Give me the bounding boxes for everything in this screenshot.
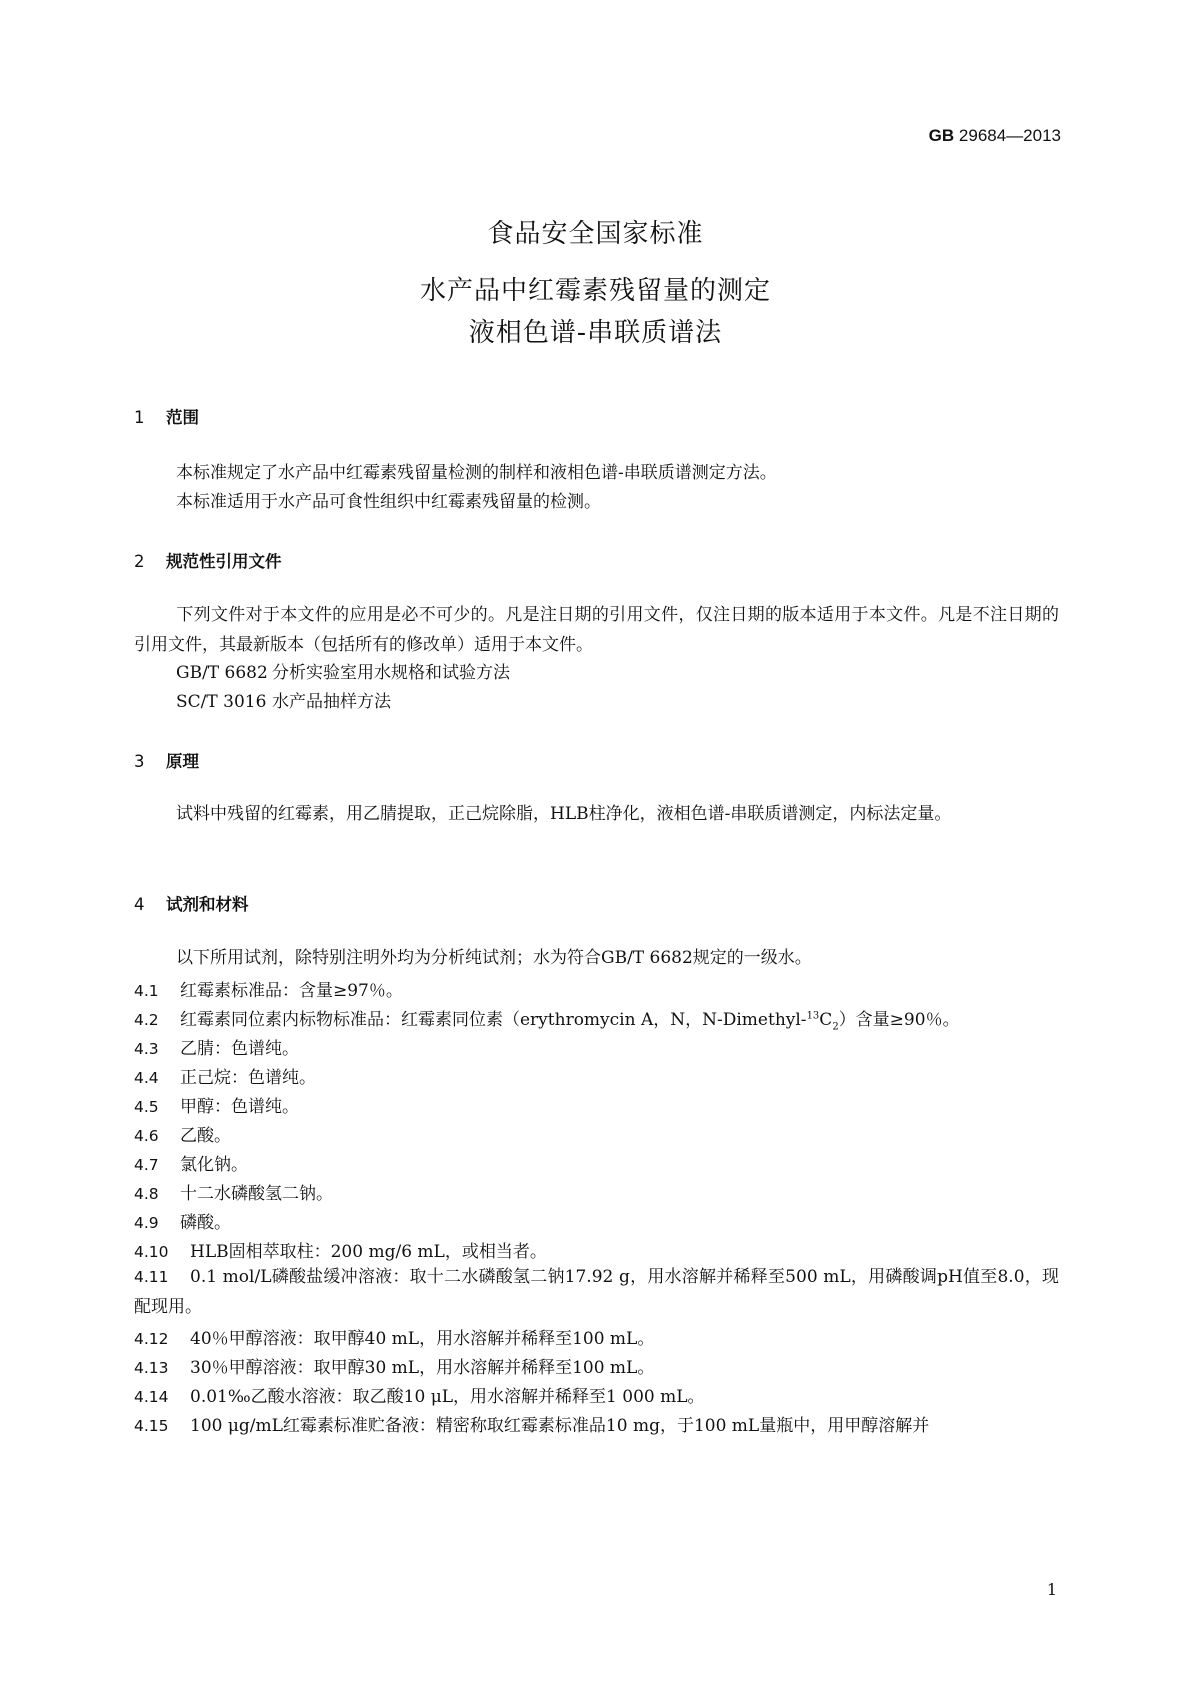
standard-number: 29684—2013 (958, 126, 1061, 145)
item-number: 4.9 (134, 1214, 159, 1232)
item-number: 4.13 (134, 1359, 169, 1377)
item-text: 红霉素同位素内标物标准品：红霉素同位素（erythromycin A，N，N-Dimethyl- (180, 1010, 807, 1030)
reagent-item (134, 1208, 231, 1233)
reference-title: 分析实验室用水规格和试验方法 (272, 663, 510, 683)
reference-item (176, 658, 510, 688)
item-number: 4.5 (134, 1098, 159, 1116)
reference-title: 水产品抽样方法 (272, 692, 391, 712)
reference-item (176, 687, 391, 717)
section-heading-reagents (134, 891, 249, 915)
section-heading-scope (134, 404, 199, 428)
isotope-subscript: 2 (832, 1021, 839, 1033)
section-title: 规范性引用文件 (166, 552, 282, 571)
item-number: 4.15 (134, 1417, 169, 1435)
item-text: 十二水磷酸氢二钠。 (180, 1184, 333, 1204)
principle-text: 试料中残留的红霉素，用乙腈提取，正己烷除脂，HLB柱净化，液相色谱-串联质谱测定，内标法定量。 (176, 804, 952, 824)
item-text: HLB固相萃取柱：200 mg/6 mL，或相当者。 (190, 1242, 547, 1262)
section-number: 2 (134, 552, 145, 571)
item-number: 4.2 (134, 1011, 159, 1029)
reagent-item (134, 1034, 299, 1059)
title-line-3: 液相色谱-串联质谱法 (468, 318, 723, 348)
reagent-item (134, 1063, 316, 1088)
standard-code (929, 126, 1061, 146)
item-number: 4.10 (134, 1243, 169, 1261)
reagent-item (134, 1262, 1059, 1322)
reagent-item (134, 1005, 960, 1032)
reagent-item (134, 1237, 547, 1262)
principle-paragraph (134, 799, 1059, 829)
item-text-end: ）含量≥90％。 (838, 1010, 960, 1030)
item-text: 正己烷：色谱纯。 (180, 1068, 316, 1088)
item-text: 氯化钠。 (180, 1155, 248, 1175)
section-heading-normative (134, 548, 282, 572)
item-text: 乙腈：色谱纯。 (180, 1039, 299, 1059)
normative-text: 下列文件对于本文件的应用是必不可少的。凡是注日期的引用文件，仅注日期的版本适用于本文件。凡是不注日期的引用文件，其最新版本（包括所有的修改单）适用于本文件。 (134, 605, 1059, 655)
item-text: 乙酸。 (180, 1126, 231, 1146)
reagent-item (134, 976, 403, 1001)
item-number: 4.3 (134, 1040, 159, 1058)
reagent-item (134, 1150, 248, 1175)
section-number: 3 (134, 752, 145, 771)
reagent-item (134, 1092, 299, 1117)
standard-prefix: GB (928, 126, 955, 145)
title-line-2: 水产品中红霉素残留量的测定 (419, 276, 771, 306)
reagent-item (134, 1324, 654, 1349)
reagent-item (134, 1353, 654, 1378)
item-number: 4.1 (134, 982, 159, 1000)
item-number: 4.11 (134, 1268, 169, 1286)
item-text: 红霉素标准品：含量≥97％。 (180, 981, 403, 1001)
reagent-item (134, 1411, 929, 1436)
section-heading-principle (134, 748, 199, 772)
section-title: 原理 (166, 752, 199, 771)
item-text: 0.1 mol/L磷酸盐缓冲溶液：取十二水磷酸氢二钠17.92 g，用水溶解并稀释至500 mL，用磷酸调pH值至8.0，现配现用。 (134, 1267, 1059, 1317)
item-text: 40％甲醇溶液：取甲醇40 mL，用水溶解并稀释至100 mL。 (190, 1329, 655, 1349)
normative-paragraph (134, 600, 1059, 660)
reference-code: SC/T 3016 (176, 692, 267, 712)
section-title: 试剂和材料 (166, 895, 249, 914)
isotope-element: C (819, 1010, 833, 1030)
reagents-intro: 以下所用试剂，除特别注明外均为分析纯试剂；水为符合GB/T 6682规定的一级水。 (176, 948, 812, 968)
item-number: 4.14 (134, 1388, 169, 1406)
scope-paragraph-2: 本标准适用于水产品可食性组织中红霉素残留量的检测。 (176, 492, 601, 512)
section-number: 1 (134, 408, 145, 427)
reagent-item (134, 1121, 231, 1146)
item-text: 磷酸。 (180, 1213, 231, 1233)
item-text: 30％甲醇溶液：取甲醇30 mL，用水溶解并稀释至100 mL。 (190, 1358, 655, 1378)
item-number: 4.8 (134, 1185, 159, 1203)
item-number: 4.6 (134, 1127, 159, 1145)
title-line-1: 食品安全国家标准 (487, 219, 704, 249)
item-number: 4.12 (134, 1330, 169, 1348)
item-text: 甲醇：色谱纯。 (180, 1097, 299, 1117)
reagent-item (134, 1179, 333, 1204)
reagent-item (134, 1382, 705, 1407)
item-number: 4.4 (134, 1069, 159, 1087)
section-number: 4 (134, 895, 145, 914)
scope-paragraph-1: 本标准规定了水产品中红霉素残留量检测的制样和液相色谱-串联质谱测定方法。 (176, 463, 777, 483)
isotope-superscript: 13 (806, 1010, 820, 1022)
item-text: 100 μg/mL红霉素标准贮备液：精密称取红霉素标准品10 mg，于100 mL量瓶中，用甲醇溶解并 (190, 1416, 930, 1436)
page-number: 1 (1046, 1580, 1057, 1599)
section-title: 范围 (166, 408, 199, 427)
item-text: 0.01‰乙酸水溶液：取乙酸10 μL，用水溶解并稀释至1 000 mL。 (190, 1387, 705, 1407)
item-number: 4.7 (134, 1156, 159, 1174)
reference-code: GB/T 6682 (176, 663, 268, 683)
